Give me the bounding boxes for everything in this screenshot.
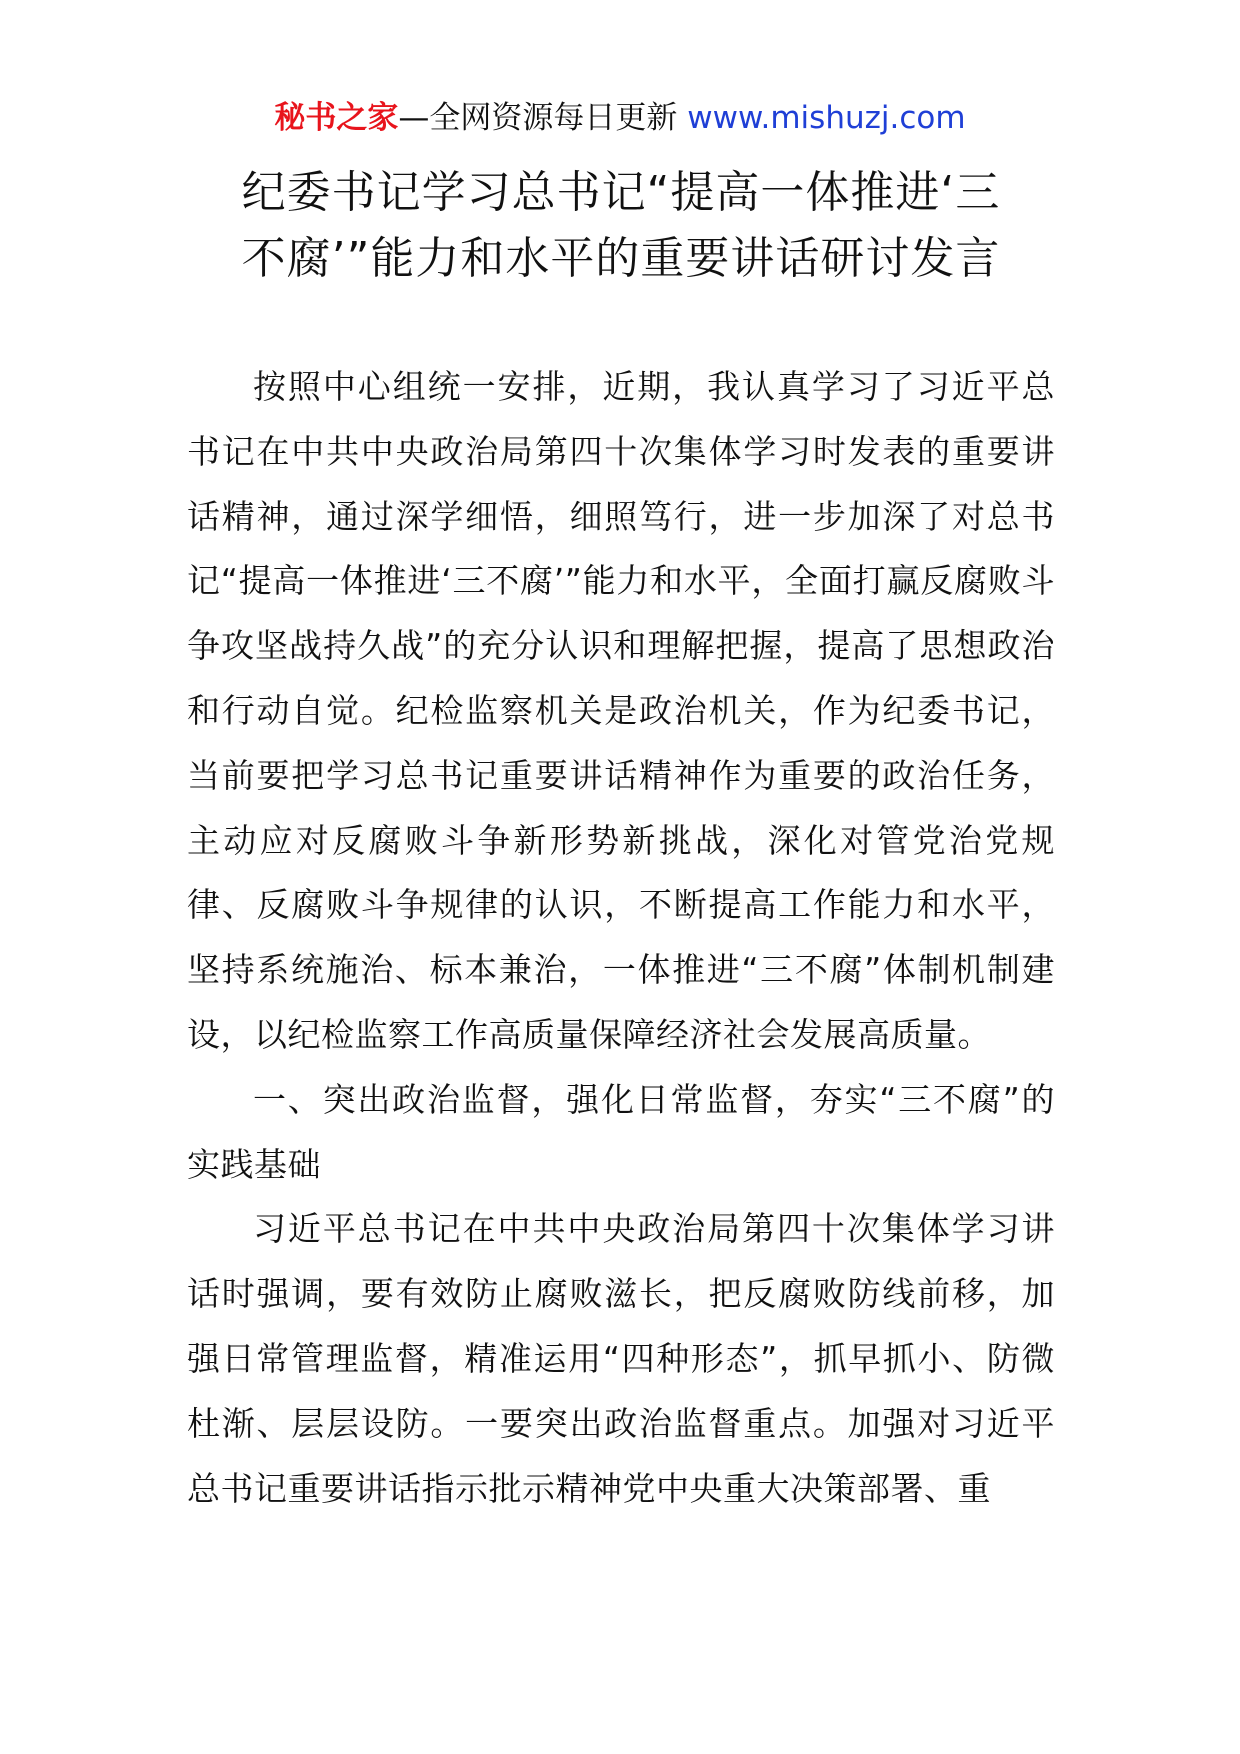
body-paragraph-2: 习近平总书记在中共中央政治局第四十次集体学习讲话时强调，要有效防止腐败滋长，把反腐败防线前移，加强日常管理监督，精准运用“四种形态”，抓早抓小、防微杜渐、层层设防。一要突出政治监督重点。加强对习近平总书记重要讲话指示批示精神党中央重大决策部署、重 xyxy=(187,1209,1055,1508)
brand-name: 秘书之家 xyxy=(274,100,399,136)
page-header xyxy=(0,98,1240,138)
site-url-link[interactable]: www.mishuzj.com xyxy=(687,100,966,136)
title-line-1: 纪委书记学习总书记“提高一体推进‘三 xyxy=(241,167,1001,218)
body-paragraph-1: 按照中心组统一安排，近期，我认真学习了习近平总书记在中共中央政治局第四十次集体学习时发表的重要讲话精神，通过深学细悟，细照笃行，进一步加深了对总书记“提高一体推进‘三不腐’”能力和水平，全面打赢反腐败斗争攻坚战持久战”的充分认识和理解把握，提高了思想政治和行动自觉。纪检监察机关是政治机关，作为纪委书记，当前要把学习总书记重要讲话精神作为重要的政治任务，主动应对反腐败斗争新形势新挑战，深化对管党治党规律、反腐败斗争规律的认识，不断提高工作能力和水平，坚持系统施治、标本兼治，一体推进“三不腐”体制机制建设，以纪检监察工作高质量保障经济社会发展高质量。 xyxy=(187,367,1055,1054)
header-tagline: —全网资源每日更新 xyxy=(398,100,688,136)
section-heading-1: 一、突出政治监督，强化日常监督，夯实“三不腐”的实践基础 xyxy=(187,1079,1055,1184)
document-body xyxy=(187,355,1055,1521)
document-title xyxy=(188,160,1054,292)
title-line-2: 不腐’”能力和水平的重要讲话研讨发言 xyxy=(241,233,1001,284)
